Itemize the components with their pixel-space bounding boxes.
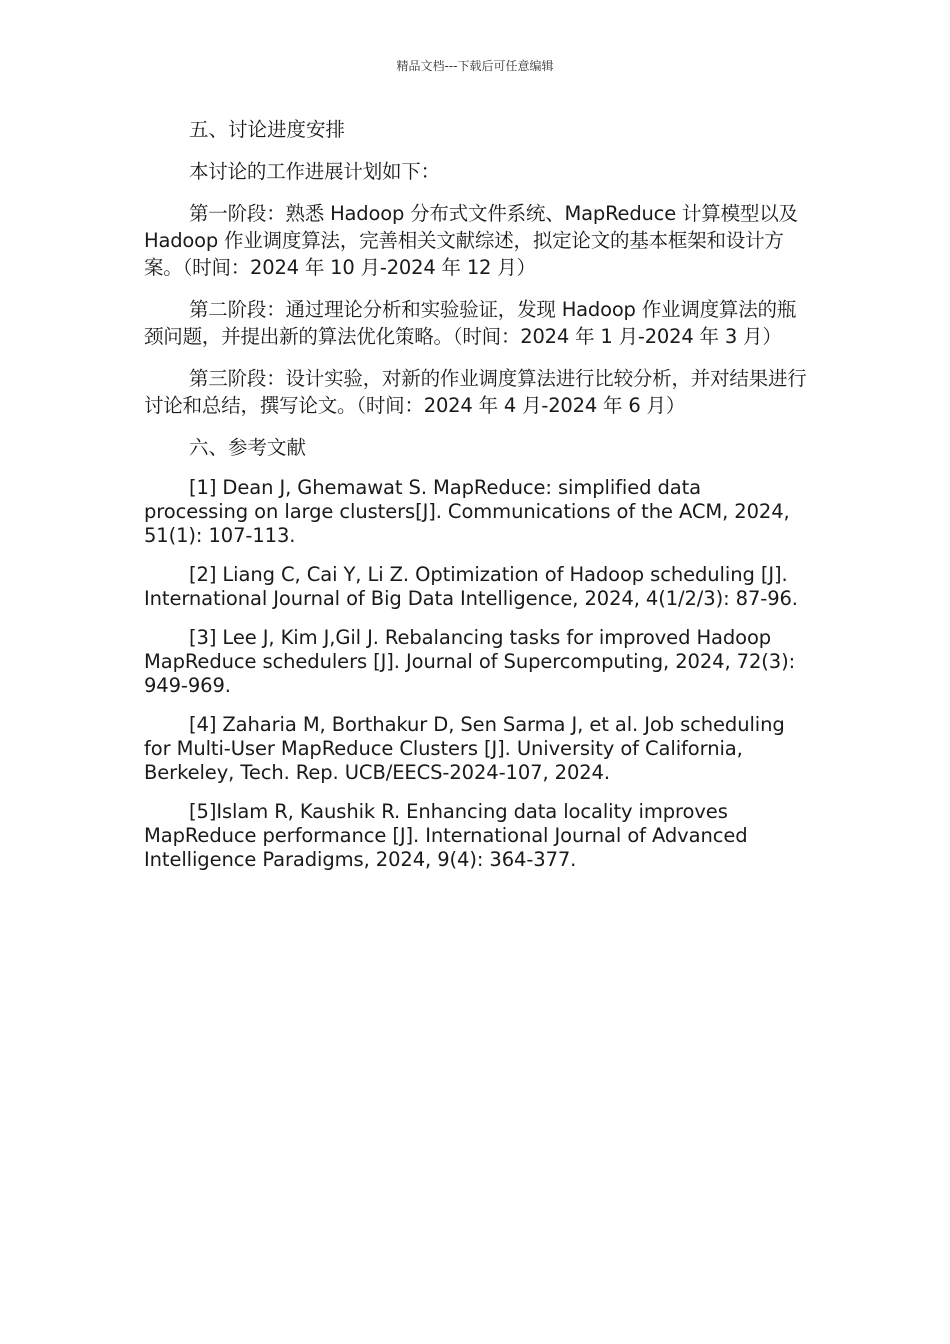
section-5-title: 五、讨论进度安排 <box>189 118 346 141</box>
stage-3-paragraph: 第三阶段：设计实验，对新的作业调度算法进行比较分析，并对结果进行讨论和总结，撰写论文。（时间：2024 年 4 月-2024 年 6 月） <box>144 367 807 417</box>
reference-item: [5]Islam R, Kaushik R. Enhancing data locality improves MapReduce performance [J]. International Journal of Advanced Intelligence Paradigms, 2024, 9(4): 364-377. <box>144 800 748 871</box>
page-header-watermark: 精品文档---下载后可任意编辑 <box>396 59 554 73</box>
document-body <box>144 116 808 887</box>
section-5-intro: 本讨论的工作进展计划如下： <box>189 160 440 183</box>
section-6-title: 六、参考文献 <box>189 436 307 459</box>
reference-item: [3] Lee J, Kim J,Gil J. Rebalancing tasks for improved Hadoop MapReduce schedulers [J]. Journal of Supercomputing, 2024, 72(3): 949-969. <box>144 626 796 697</box>
reference-item: [2] Liang C, Cai Y, Li Z. Optimization of Hadoop scheduling [J]. International Journal of Big Data Intelligence, 2024, 4(1/2/3): 87-96. <box>144 563 798 610</box>
reference-item: [4] Zaharia M, Borthakur D, Sen Sarma J, et al. Job scheduling for Multi-User MapReduce Clusters [J]. University of California, Berkeley, Tech. Rep. UCB/EECS-2024-107, 2024. <box>144 713 785 784</box>
stage-2-paragraph: 第二阶段：通过理论分析和实验验证，发现 Hadoop 作业调度算法的瓶颈问题，并提出新的算法优化策略。（时间：2024 年 1 月-2024 年 3 月） <box>144 298 797 348</box>
stage-1-paragraph: 第一阶段：熟悉 Hadoop 分布式文件系统、MapReduce 计算模型以及 Hadoop 作业调度算法，完善相关文献综述，拟定论文的基本框架和设计方案。（时间：2024 年 10 月-2024 年 12 月） <box>144 202 798 279</box>
reference-item: [1] Dean J, Ghemawat S. MapReduce: simplified data processing on large clusters[J]. Communications of the ACM, 2024, 51(1): 107-113. <box>144 476 790 547</box>
